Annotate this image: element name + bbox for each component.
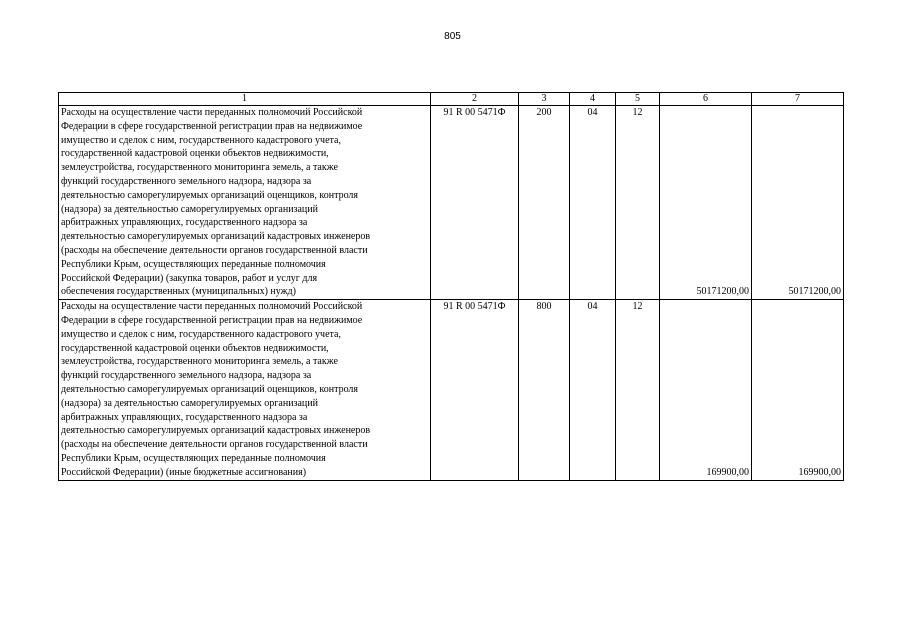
row-subsection: 12 bbox=[616, 106, 660, 300]
row-section: 04 bbox=[570, 300, 616, 480]
row-amount-col7: 50171200,00 bbox=[752, 106, 844, 300]
budget-table bbox=[58, 92, 844, 481]
row-amount-col6: 50171200,00 bbox=[660, 106, 752, 300]
column-header-5: 5 bbox=[616, 93, 660, 106]
row-subsection: 12 bbox=[616, 300, 660, 480]
column-header-6: 6 bbox=[660, 93, 752, 106]
column-header-7: 7 bbox=[752, 93, 844, 106]
column-header-1: 1 bbox=[59, 93, 431, 106]
table-header-row bbox=[59, 93, 844, 106]
row-description: Расходы на осуществление части переданных полномочий Российской Федерации в сфере государственной регистрации прав на недвижимое имущество и сделок с ним, государственного кадастрового учета, государственной кадастровой оценки объектов недвижимости, землеустройства, государственного мониторинга земель, а также функций государственного земельного надзора, надзора за деятельностью саморегулируемых организаций оценщиков, контроля (надзора) за деятельностью саморегулируемых организаций арбитражных управляющих, государственного надзора за деятельностью саморегулируемых организаций кадастровых инженеров (расходы на обеспечение деятельности органов государственной власти Республики Крым, осуществляющих переданные полномочия Российской Федерации) (закупка товаров, работ и услуг для обеспечения государственных (муниципальных) нужд) bbox=[59, 106, 431, 300]
row-amount-col6: 169900,00 bbox=[660, 300, 752, 480]
row-expense-type: 800 bbox=[519, 300, 570, 480]
row-expense-type: 200 bbox=[519, 106, 570, 300]
row-target-code: 91 R 00 5471Ф bbox=[431, 106, 519, 300]
page-number: 805 bbox=[444, 31, 461, 42]
table-row bbox=[59, 300, 844, 480]
row-section: 04 bbox=[570, 106, 616, 300]
row-description: Расходы на осуществление части переданных полномочий Российской Федерации в сфере государственной регистрации прав на недвижимое имущество и сделок с ним, государственного кадастрового учета, государственной кадастровой оценки объектов недвижимости, землеустройства, государственного мониторинга земель, а также функций государственного земельного надзора, надзора за деятельностью саморегулируемых организаций оценщиков, контроля (надзора) за деятельностью саморегулируемых организаций арбитражных управляющих, государственного надзора за деятельностью саморегулируемых организаций кадастровых инженеров (расходы на обеспечение деятельности органов государственной власти Республики Крым, осуществляющих переданные полномочия Российской Федерации) (иные бюджетные ассигнования) bbox=[59, 300, 431, 480]
row-amount-col7: 169900,00 bbox=[752, 300, 844, 480]
column-header-4: 4 bbox=[570, 93, 616, 106]
row-target-code: 91 R 00 5471Ф bbox=[431, 300, 519, 480]
column-header-3: 3 bbox=[519, 93, 570, 106]
column-header-2: 2 bbox=[431, 93, 519, 106]
table-row bbox=[59, 106, 844, 300]
